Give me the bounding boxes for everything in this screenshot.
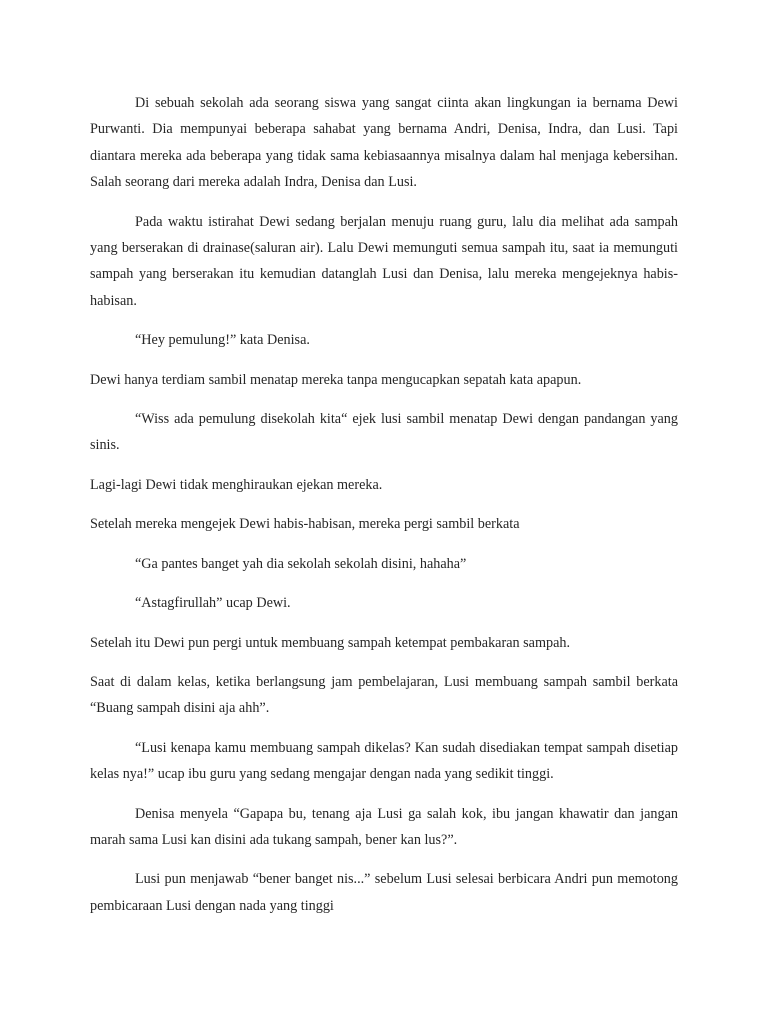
paragraph: Lusi pun menjawab “bener banget nis...” sebelum Lusi selesai berbicara Andri pun memotong pembicaraan Lusi dengan nada yang tinggi	[90, 871, 678, 914]
paragraph: Setelah itu Dewi pun pergi untuk membuang sampah ketempat pembakaran sampah.	[90, 634, 571, 651]
paragraph: Saat di dalam kelas, ketika berlangsung jam pembelajaran, Lusi membuang sampah sambil berkata “Buang sampah disini aja ahh”.	[90, 673, 678, 717]
paragraph: Setelah mereka mengejek Dewi habis-habisan, mereka pergi sambil berkata	[90, 516, 520, 533]
paragraph: Dewi hanya terdiam sambil menatap mereka tanpa mengucapkan sepatah kata apapun.	[90, 371, 582, 388]
paragraph: Pada waktu istirahat Dewi sedang berjalan menuju ruang guru, lalu dia melihat ada sampah yang berserakan di drainase(saluran air). Lalu Dewi memunguti semua sampah itu, saat ia memunguti sampah yang berserakan itu kemudian datanglah Lusi dan Denisa, lalu mereka mengejeknya habis-habisan.	[90, 213, 678, 309]
paragraph: “Wiss ada pemulung disekolah kita“ ejek lusi sambil menatap Dewi dengan pandangan yang sinis.	[90, 411, 678, 454]
paragraph: Di sebuah sekolah ada seorang siswa yang sangat ciinta akan lingkungan ia bernama Dewi Purwanti. Dia mempunyai beberapa sahabat yang bernama Andri, Denisa, Indra, dan Lusi. Tapi diantara mereka ada beberapa yang tidak sama kebiasaannya misalnya dalam hal menjaga kebersihan. Salah seorang dari mereka adalah Indra, Denisa dan Lusi.	[90, 95, 678, 191]
paragraph: Lagi-lagi Dewi tidak menghiraukan ejekan mereka.	[90, 476, 383, 493]
paragraph: “Hey pemulung!” kata Denisa.	[135, 332, 310, 349]
paragraph: “Lusi kenapa kamu membuang sampah dikelas? Kan sudah disediakan tempat sampah disetiap kelas nya!” ucap ibu guru yang sedang mengajar dengan nada yang sedikit tinggi.	[90, 739, 678, 783]
paragraph: Denisa menyela “Gapapa bu, tenang aja Lusi ga salah kok, ibu jangan khawatir dan jangan marah sama Lusi kan disini ada tukang sampah, bener kan lus?”.	[90, 805, 678, 848]
story-text	[90, 90, 678, 932]
paragraph: “Astagfirullah” ucap Dewi.	[135, 595, 291, 612]
paragraph: “Ga pantes banget yah dia sekolah sekolah disini, hahaha”	[135, 555, 467, 572]
